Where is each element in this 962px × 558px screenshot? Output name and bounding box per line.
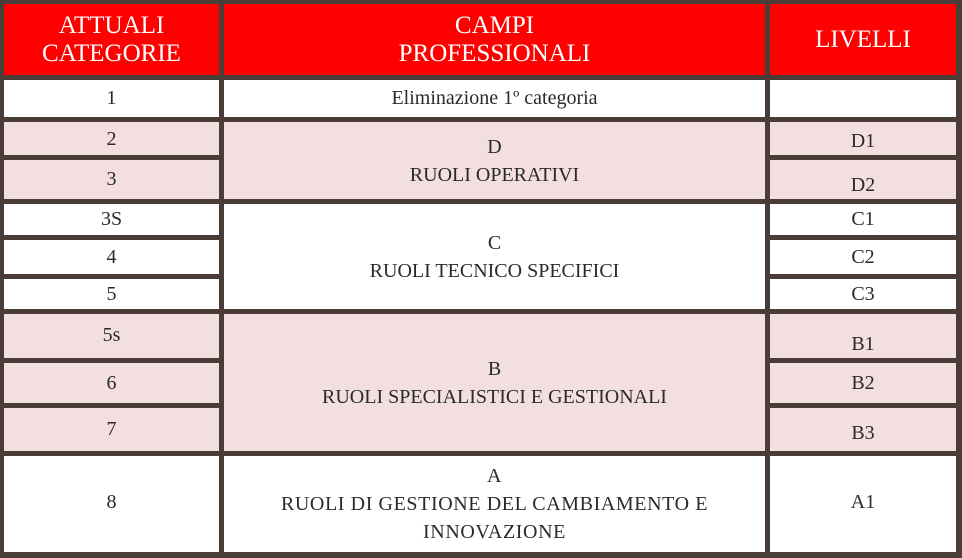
campo-a-name-line1: RUOLI DI GESTIONE DEL CAMBIAMENTO E (280, 493, 709, 515)
livello-value: D1 (850, 130, 876, 152)
livello-cell (770, 363, 956, 403)
livello-value: C1 (851, 208, 875, 230)
livello-cell (770, 240, 956, 274)
livello-cell (770, 408, 956, 451)
livello-cell (770, 456, 956, 552)
header-campi-line1: CAMPI (454, 11, 535, 39)
categoria-cell (4, 314, 219, 358)
categoria-value: 4 (106, 245, 117, 268)
livello-value: B2 (851, 371, 875, 394)
campo-b (224, 314, 765, 451)
categoria-value: 1 (106, 87, 117, 109)
categoria-value: 5s (102, 324, 121, 346)
categoria-value: 8 (106, 491, 117, 513)
livello-value: D2 (850, 174, 876, 196)
categoria-cell (4, 240, 219, 274)
categoria-cell (4, 279, 219, 309)
campo-b-letter: B (487, 357, 502, 380)
campo-eliminazione (224, 80, 765, 117)
categoria-cell (4, 122, 219, 155)
livello-cell (770, 80, 956, 117)
livello-cell (770, 314, 956, 358)
header-attuali-line1: ATTUALI (58, 11, 165, 39)
categoria-cell (4, 456, 219, 552)
header-livelli-label: LIVELLI (815, 26, 911, 53)
campo-eliminazione-text: Eliminazione 1º categoria (391, 87, 598, 109)
categoria-cell (4, 80, 219, 117)
livello-value: B3 (851, 422, 875, 444)
campo-c-name: RUOLI TECNICO SPECIFICI (369, 259, 620, 282)
livello-value: B1 (851, 333, 875, 355)
livello-value: C3 (851, 282, 875, 305)
campo-d (224, 122, 765, 199)
livello-cell (770, 279, 956, 309)
header-campi-professionali (224, 4, 765, 75)
livello-value: C2 (851, 245, 875, 268)
livello-value: A1 (850, 491, 876, 513)
campo-a (224, 456, 765, 552)
campo-b-name: RUOLI SPECIALISTICI E GESTIONALI (322, 385, 667, 408)
header-livelli (770, 4, 956, 75)
categoria-cell (4, 363, 219, 403)
header-attuali-categorie (4, 4, 219, 75)
campo-d-letter: D (487, 135, 502, 158)
categoria-value: 7 (106, 418, 117, 440)
categoria-value: 6 (106, 371, 117, 394)
categoria-value: 2 (106, 128, 117, 150)
livello-cell (770, 160, 956, 199)
categoria-cell (4, 204, 219, 235)
campo-d-name: RUOLI OPERATIVI (409, 163, 580, 186)
categoria-cell (4, 408, 219, 451)
campo-c (224, 204, 765, 309)
categoria-cell (4, 160, 219, 199)
campo-c-letter: C (487, 231, 502, 254)
campo-a-letter: A (486, 465, 503, 487)
header-attuali-line2: CATEGORIE (42, 39, 181, 67)
categoria-value: 5 (106, 282, 117, 305)
livello-cell (770, 204, 956, 235)
campo-a-name-line2: INNOVAZIONE (423, 521, 566, 543)
livello-cell (770, 122, 956, 155)
categoria-value: 3 (106, 168, 117, 190)
header-campi-line2: PROFESSIONALI (398, 39, 591, 67)
categoria-value: 3S (100, 208, 123, 230)
